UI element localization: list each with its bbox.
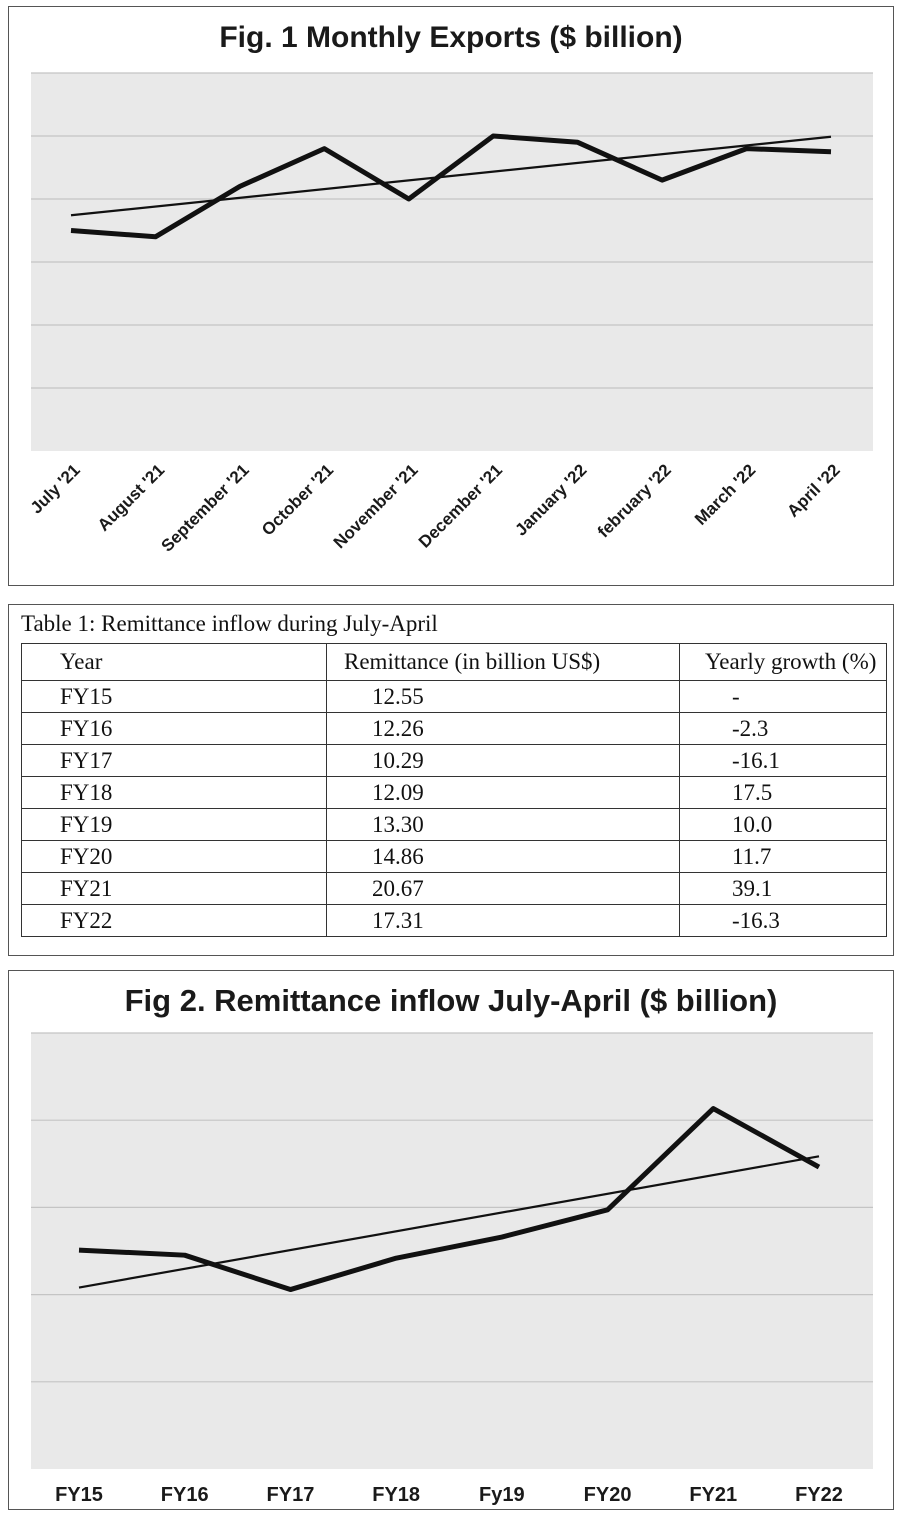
- cell-growth: -: [680, 681, 887, 713]
- cell-growth: -2.3: [680, 713, 887, 745]
- cell-growth: -16.1: [680, 745, 887, 777]
- cell-year: FY21: [22, 873, 327, 905]
- cell-growth: 10.0: [680, 809, 887, 841]
- header-growth: Yearly growth (%): [680, 644, 887, 681]
- figure-1-title: Fig. 1 Monthly Exports ($ billion): [219, 21, 683, 54]
- table-row: [22, 905, 887, 937]
- table-caption: Table 1: Remittance inflow during July-April: [21, 611, 438, 636]
- figure-2-title: Fig 2. Remittance inflow July-April ($ billion): [124, 983, 778, 1018]
- x-tick-label: FY21: [689, 1484, 738, 1506]
- cell-year: FY16: [22, 713, 327, 745]
- x-tick-label: FY16: [160, 1484, 209, 1506]
- cell-year: FY22: [22, 905, 327, 937]
- figure-1-panel: [8, 6, 894, 586]
- x-tick-label: March '22: [690, 460, 760, 529]
- x-tick-label: April '22: [783, 460, 844, 521]
- figure-1-chart: [9, 7, 895, 587]
- table-header-row: [22, 644, 887, 681]
- x-tick-label: July '21: [26, 460, 84, 518]
- cell-growth: 39.1: [680, 873, 887, 905]
- figure-2-chart: [9, 971, 895, 1511]
- x-tick-label: FY17: [266, 1484, 315, 1506]
- cell-remittance: 12.26: [327, 713, 680, 745]
- x-tick-label: Fy19: [479, 1484, 525, 1506]
- table-row: [22, 809, 887, 841]
- table-row: [22, 841, 887, 873]
- cell-remittance: 12.55: [327, 681, 680, 713]
- plot-area: [31, 1033, 873, 1469]
- remittance-table-panel: [8, 604, 894, 956]
- cell-growth: -16.3: [680, 905, 887, 937]
- cell-year: FY20: [22, 841, 327, 873]
- cell-year: FY19: [22, 809, 327, 841]
- cell-remittance: 17.31: [327, 905, 680, 937]
- cell-growth: 11.7: [680, 841, 887, 873]
- table-row: [22, 873, 887, 905]
- x-tick-label: October '21: [258, 460, 338, 540]
- cell-remittance: 12.09: [327, 777, 680, 809]
- x-tick-label: January '22: [511, 460, 591, 540]
- cell-remittance: 20.67: [327, 873, 680, 905]
- cell-growth: 17.5: [680, 777, 887, 809]
- table-row: [22, 777, 887, 809]
- x-tick-label: September '21: [157, 460, 253, 556]
- header-year: Year: [22, 644, 327, 681]
- cell-year: FY18: [22, 777, 327, 809]
- cell-year: FY17: [22, 745, 327, 777]
- x-tick-label: february '22: [593, 460, 675, 542]
- x-tick-label: FY15: [55, 1484, 103, 1506]
- x-tick-label: November '21: [329, 460, 422, 553]
- x-tick-label: August '21: [93, 460, 169, 535]
- cell-year: FY15: [22, 681, 327, 713]
- table-row: [22, 745, 887, 777]
- figure-2-panel: [8, 970, 894, 1510]
- table-row: [22, 681, 887, 713]
- cell-remittance: 14.86: [327, 841, 680, 873]
- x-tick-label: December '21: [414, 460, 507, 552]
- table-row: [22, 713, 887, 745]
- x-tick-label: FY20: [583, 1484, 632, 1506]
- x-tick-label: FY22: [795, 1484, 843, 1506]
- x-tick-label: FY18: [372, 1484, 421, 1506]
- remittance-table: [21, 643, 887, 937]
- header-remittance: Remittance (in billion US$): [327, 644, 680, 681]
- cell-remittance: 13.30: [327, 809, 680, 841]
- cell-remittance: 10.29: [327, 745, 680, 777]
